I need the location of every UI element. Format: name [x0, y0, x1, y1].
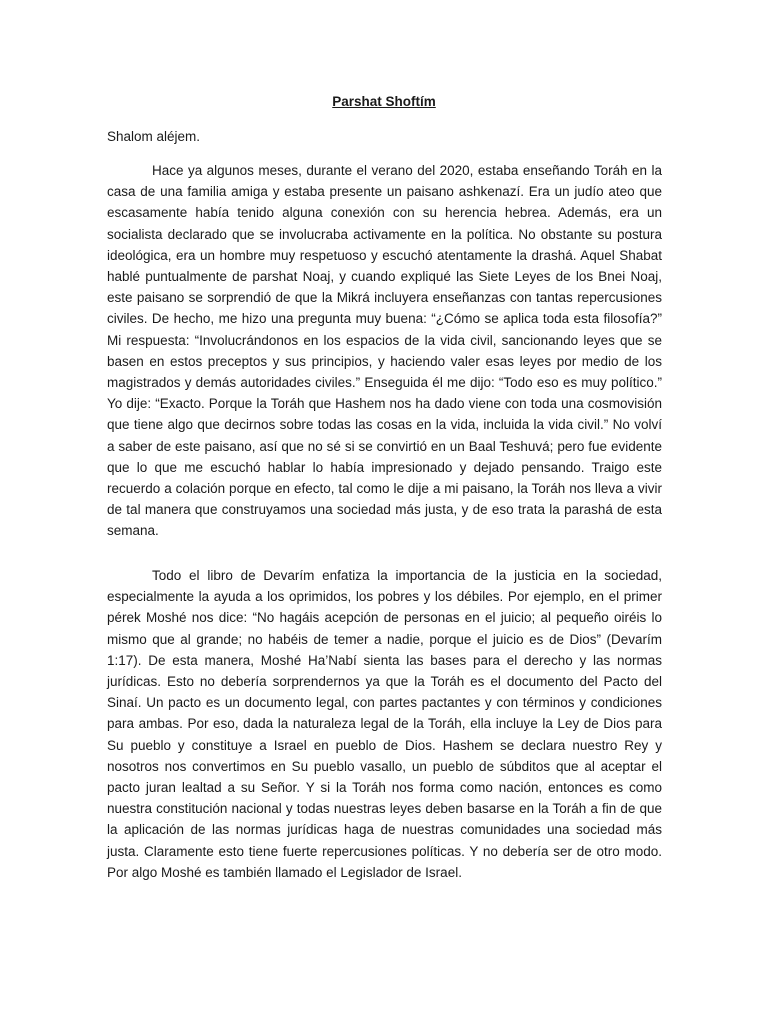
document-title: Parshat Shoftím [332, 94, 436, 109]
greeting-line: Shalom aléjem. [107, 129, 201, 144]
body-paragraph-2: Todo el libro de Devarím enfatiza la importancia de la justicia en la sociedad, especialmente la ayuda a los oprimidos, los pobres y los débiles. Por ejemplo, en el primer pérek Moshé nos dice: “No hagáis acepción de personas en el juicio; al pequeño oiréis lo mismo que al grande; no habéis de temer a nadie, porque el juicio es de Dios” (Devarím 1:17). De esta manera, Moshé Ha’Nabí sienta las bases para el derecho y las normas jurídicas. Esto no debería sorprendernos ya que la Toráh es el documento del Pacto del Sinaí. Un pacto es un documento legal, con partes pactantes y con términos y condiciones para ambas. Por eso, dada la naturaleza legal de la Toráh, ella incluye la Ley de Dios para Su pueblo y constituye a Israel en pueblo de Dios. Hashem se declara nuestro Rey y nosotros nos convertimos en Su pueblo vasallo, un pueblo de súbditos que al aceptar el pacto juran lealtad a su Señor. Y si la Toráh nos forma como nación, entonces es como nuestra constitución nacional y todas nuestras leyes deben basarse en la Toráh a fin de que la aplicación de las normas jurídicas haga de nuestras comunidades una sociedad más justa. Claramente esto tiene fuerte repercusiones políticas. Y no debería ser de otro modo. Por algo Moshé es también llamado el Legislador de Israel. [107, 568, 662, 880]
body-paragraph-1: Hace ya algunos meses, durante el verano del 2020, estaba enseñando Toráh en la casa de una familia amiga y estaba presente un paisano ashkenazí. Era un judío ateo que escasamente había tenido alguna conexión con su herencia hebrea. Además, era un socialista declarado que se involucraba activamente en la política. No obstante su postura ideológica, era un hombre muy respetuoso y escuchó atentamente la drashá. Aquel Shabat hablé puntualmente de parshat Noaj, y cuando expliqué las Siete Leyes de los Bnei Noaj, este paisano se sorprendió de que la Mikrá incluyera enseñanzas con tantas repercusiones civiles. De hecho, me hizo una pregunta muy buena: “¿Cómo se aplica toda esta filosofía?” Mi respuesta: “Involucrándonos en los espacios de la vida civil, sancionando leyes que se basen en estos preceptos y sus principios, y haciendo valer esas leyes por medio de los magistrados y demás autoridades civiles.” Enseguida él me dijo: “Todo eso es muy político.” Yo dije: “Exacto. Porque la Toráh que Hashem nos ha dado viene con toda una cosmovisión que tiene algo que decirnos sobre todas las cosas en la vida, incluida la vida civil.” No volví a saber de este paisano, así que no sé si se convirtió en un Baal Teshuvá; pero fue evidente que lo que me escuchó hablar lo había impresionado y dejado pensando. Traigo este recuerdo a colación porque en efecto, tal como le dije a mi paisano, la Toráh nos lleva a vivir de tal manera que construyamos una sociedad más justa, y de eso trata la parashá de esta semana. [107, 163, 662, 539]
